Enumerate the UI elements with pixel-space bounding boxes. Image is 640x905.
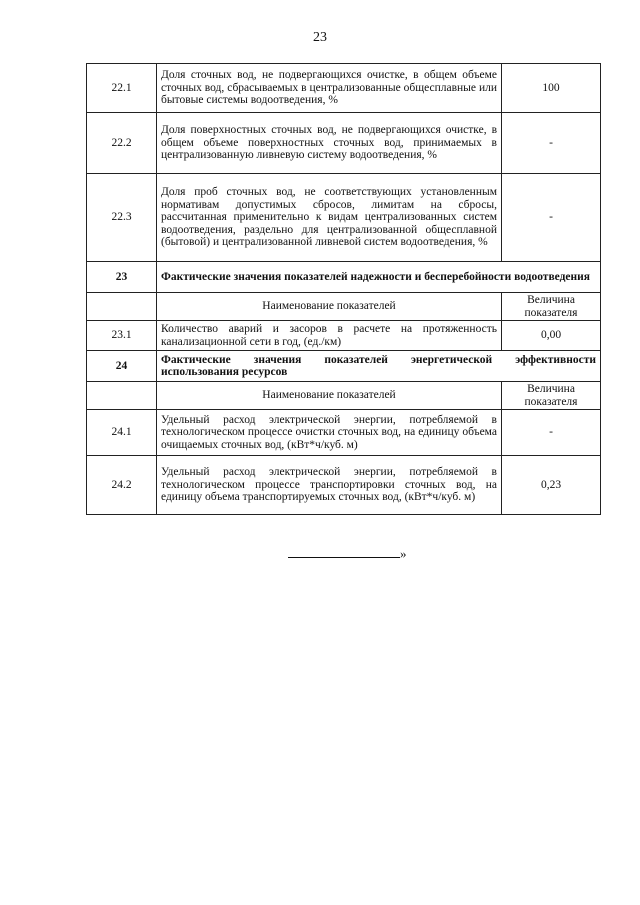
indicator-value: 0,23	[502, 456, 601, 515]
indicator-description: Доля проб сточных вод, не соответствующих установленным нормативам допустимых сбросов, лимитам на сбросы, рассчитанная применительно к видам централизованных систем водоотведения, раздельно для централизованной общесплавной (бытовой) и централизованной ливневой систем водоотведения, %	[157, 174, 502, 262]
row-number: 22.1	[87, 64, 157, 113]
section-title: Фактические значения показателей надежности и бесперебойности водоотведения	[157, 262, 601, 293]
table-row	[87, 113, 601, 174]
header-indicator-name: Наименование показателей	[157, 382, 502, 410]
row-number: 22.3	[87, 174, 157, 262]
header-indicator-value: Величина показателя	[502, 382, 601, 410]
header-row	[87, 382, 601, 410]
indicator-description: Доля сточных вод, не подвергающихся очистке, в общем объеме сточных вод, сбрасываемых в централизованные общесплавные или бытовые системы водоотведения, %	[157, 64, 502, 113]
table-row	[87, 64, 601, 113]
header-row	[87, 293, 601, 321]
indicator-value: -	[502, 174, 601, 262]
section-row	[87, 351, 601, 382]
page-number: 23	[313, 30, 327, 45]
header-indicator-name: Наименование показателей	[157, 293, 502, 321]
indicator-description: Удельный расход электрической энергии, потребляемой в технологическом процессе очистки сточных вод, на единицу объема очищаемых сточных вод, (кВт*ч/куб. м)	[157, 410, 502, 456]
row-number: 23.1	[87, 321, 157, 351]
section-number: 24	[87, 351, 157, 382]
indicator-description: Удельный расход электрической энергии, потребляемой в технологическом процессе транспортировки сточных вод, на единицу объема транспортируемых сточных вод, (кВт*ч/куб. м)	[157, 456, 502, 515]
section-row	[87, 262, 601, 293]
indicator-value: 0,00	[502, 321, 601, 351]
table-row	[87, 321, 601, 351]
section-title: Фактические значения показателей энергетической эффективности использования ресурсов	[157, 351, 601, 382]
header-empty-cell	[87, 382, 157, 410]
closing-quote-line	[288, 546, 407, 562]
closing-quote-mark: »	[400, 546, 407, 561]
header-indicator-value: Величина показателя	[502, 293, 601, 321]
indicator-description: Количество аварий и засоров в расчете на протяженность канализационной сети в год, (ед./км)	[157, 321, 502, 351]
row-number: 22.2	[87, 113, 157, 174]
signature-underline	[288, 547, 400, 558]
indicators-table	[86, 63, 601, 515]
section-number: 23	[87, 262, 157, 293]
table-row	[87, 174, 601, 262]
indicator-value: -	[502, 113, 601, 174]
table-row	[87, 410, 601, 456]
indicator-description: Доля поверхностных сточных вод, не подвергающихся очистке, в общем объеме поверхностных сточных вод, принимаемых в централизованную ливневую систему водоотведения, %	[157, 113, 502, 174]
row-number: 24.2	[87, 456, 157, 515]
table-row	[87, 456, 601, 515]
row-number: 24.1	[87, 410, 157, 456]
indicator-value: 100	[502, 64, 601, 113]
header-empty-cell	[87, 293, 157, 321]
indicator-value: -	[502, 410, 601, 456]
